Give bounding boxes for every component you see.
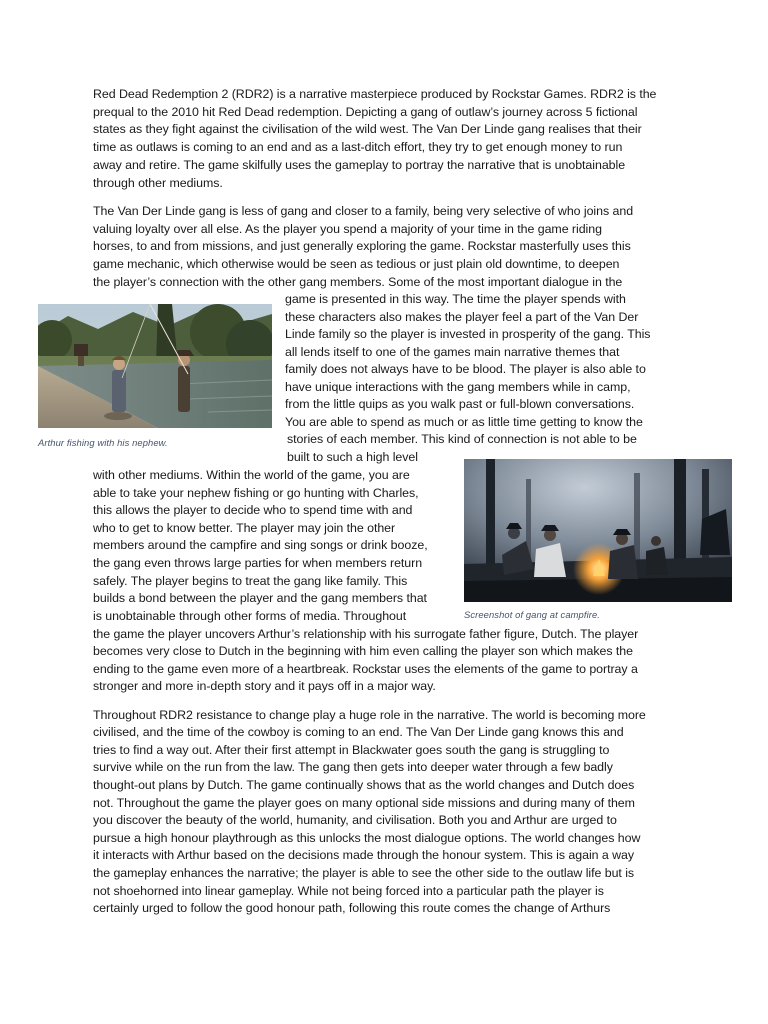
text-line: safely. The player begins to treat the gang like family. This bbox=[93, 574, 408, 588]
text-line: builds a bond between the player and the gang members that bbox=[93, 591, 427, 605]
fishing-screenshot-image bbox=[38, 304, 272, 428]
text-line: time as outlaws is coming to an end and as a last-ditch effort, they try to get enough money to run bbox=[93, 140, 623, 154]
text-line: valuing loyalty over all else. As the player you spend a majority of your time in the game riding bbox=[93, 222, 602, 236]
text-line: pursue a high honour playthrough as this unlocks the most dialogue options. The world changes how bbox=[93, 831, 641, 845]
text-line: stronger and more in-depth story and it pays off in a major way. bbox=[93, 679, 436, 693]
text-line: family does not always have to be blood. The player is also able to bbox=[285, 362, 646, 376]
text-line: becomes very close to Dutch in the beginning with him even calling the player son which makes the bbox=[93, 644, 633, 658]
text-line: Throughout RDR2 resistance to change play a huge role in the narrative. The world is becoming more bbox=[93, 708, 646, 722]
text-line: from the little quips as you walk past or full-blown conversations. bbox=[285, 397, 635, 411]
text-line: survive while on the run from the law. The gang then gets into deeper water through a few badly bbox=[93, 760, 613, 774]
text-line: all lends itself to one of the games main narrative themes that bbox=[285, 345, 620, 359]
text-line: the player’s connection with the other gang members. Some of the most important dialogue in the bbox=[93, 275, 623, 289]
text-line: horses, to and from missions, and just generally exploring the game. Rockstar masterfully uses this bbox=[93, 239, 631, 253]
text-line: The Van Der Linde gang is less of gang and closer to a family, being very selective of who joins and bbox=[93, 204, 634, 218]
text-line: the game the player uncovers Arthur’s relationship with his surrogate father figure, Dutch. The player bbox=[93, 627, 639, 641]
text-line: through other mediums. bbox=[93, 176, 223, 190]
text-line: states as they fight against the civilisation of the wild west. The Van Der Linde gang realises that their bbox=[93, 122, 642, 136]
text-line: the gameplay enhances the narrative; the player is able to see the other side to the outlaw life but is bbox=[93, 866, 635, 880]
text-line: this allows the player to decide who to spend time with and bbox=[93, 503, 413, 517]
text-line: Linde family so the player is invested in prosperity of the gang. This bbox=[285, 327, 651, 341]
text-line: You are able to spend as much or as little time getting to know the bbox=[285, 415, 643, 429]
text-line: have unique interactions with the gang members while in camp, bbox=[285, 380, 631, 394]
campfire-screenshot-image bbox=[464, 459, 732, 602]
text-line: stories of each member. This kind of connection is not able to be bbox=[287, 432, 637, 446]
figure-caption: Screenshot of gang at campfire. bbox=[464, 609, 600, 620]
text-line: ending to the game even more of a heartbreak. Rockstar uses the elements of the game to portray a bbox=[93, 662, 638, 676]
text-line: game is presented in this way. The time the player spends with bbox=[285, 292, 626, 306]
text-line: not shoehorned into linear gameplay. While not being forced into a particular path the player is bbox=[93, 884, 604, 898]
text-line: prequal to the 2010 hit Red Dead redemption. Depicting a gang of outlaw’s journey across 5 fictional bbox=[93, 105, 638, 119]
text-line: members around the campfire and sing songs or drink booze, bbox=[93, 538, 428, 552]
text-line: not. Throughout the game the player goes on many optional side missions and during many of them bbox=[93, 796, 635, 810]
text-line: the gang even throws large parties for when members return bbox=[93, 556, 423, 570]
text-line: tries to find a way out. After their first attempt in Blackwater goes south the gang is struggling to bbox=[93, 743, 610, 757]
text-line: civilised, and the time of the cowboy is coming to an end. The Van Der Linde gang knows this and bbox=[93, 725, 624, 739]
text-line: you discover the beauty of the world, humanity, and civilisation. Both you and Arthur are urged to bbox=[93, 813, 617, 827]
text-line: away and retire. The game skilfully uses the gameplay to portray the narrative that is unobtainable bbox=[93, 158, 626, 172]
text-line: these characters also makes the player feel a part of the Van Der bbox=[285, 310, 639, 324]
text-line: built to such a high level bbox=[287, 450, 418, 464]
figure-caption: Arthur fishing with his nephew. bbox=[38, 437, 168, 448]
text-line: is unobtainable through other forms of media. Throughout bbox=[93, 609, 407, 623]
text-line: who to get to know better. The player may join the other bbox=[93, 521, 396, 535]
text-line: it interacts with Arthur based on the decisions made through the honour system. This is again a way bbox=[93, 848, 634, 862]
text-line: able to take your nephew fishing or go hunting with Charles, bbox=[93, 486, 419, 500]
text-line: Red Dead Redemption 2 (RDR2) is a narrative masterpiece produced by Rockstar Games. RDR2 is the bbox=[93, 87, 657, 101]
text-line: thought-out plans by Dutch. The game continually shows that as the world changes and Dutch does bbox=[93, 778, 635, 792]
text-line: game mechanic, which otherwise would be seen as tedious or just plain old downtime, to deepen bbox=[93, 257, 620, 271]
text-line: certainly urged to follow the good honour path, following this route comes the change of Arthurs bbox=[93, 901, 611, 915]
text-line: with other mediums. Within the world of the game, you are bbox=[93, 468, 410, 482]
